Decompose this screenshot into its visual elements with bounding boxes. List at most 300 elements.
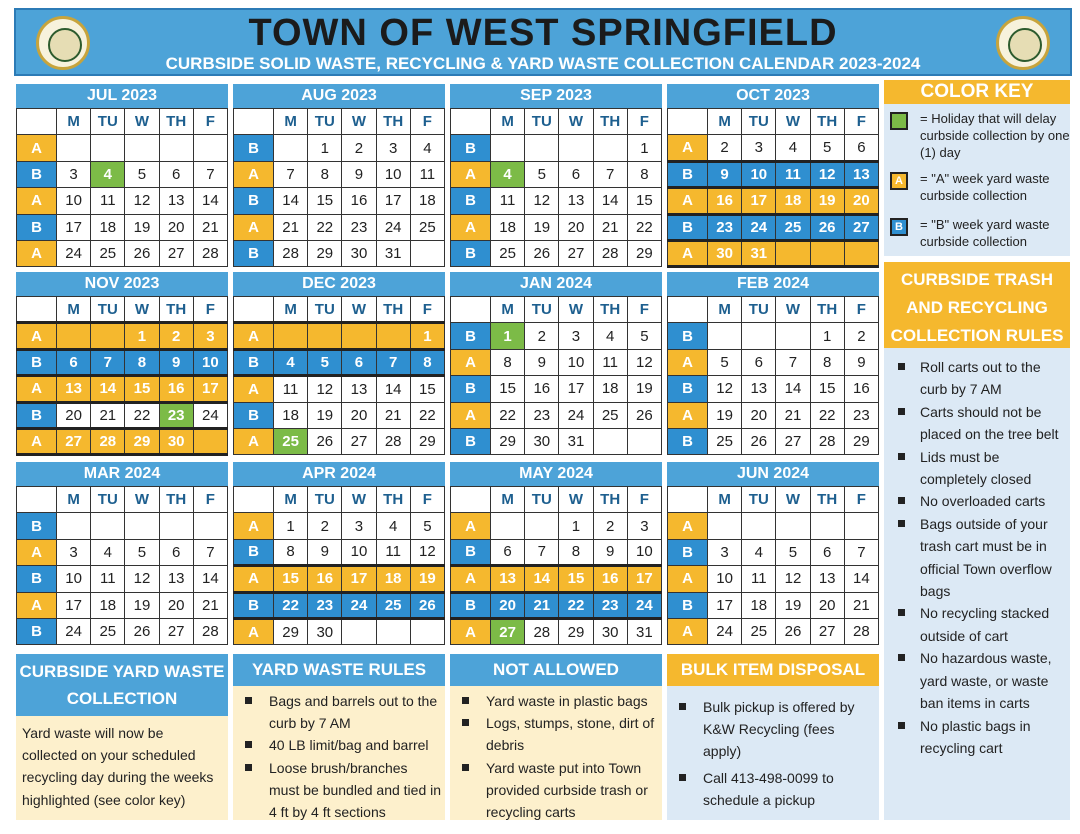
day-cell: 7 bbox=[593, 161, 627, 187]
day-cell: 28 bbox=[193, 240, 227, 266]
weekday-header-row bbox=[17, 487, 228, 513]
day-cell: 23 bbox=[342, 214, 376, 240]
week-row bbox=[668, 188, 879, 214]
week-label: B bbox=[234, 402, 274, 428]
day-cell: 13 bbox=[159, 566, 193, 592]
day-cell: 5 bbox=[410, 513, 444, 539]
month-calendar bbox=[16, 84, 228, 264]
day-cell: 25 bbox=[776, 214, 810, 240]
day-cell: 25 bbox=[491, 240, 525, 266]
day-cell: 15 bbox=[125, 376, 159, 402]
day-cell bbox=[708, 323, 742, 349]
bullet-icon bbox=[462, 764, 469, 771]
day-cell: 19 bbox=[125, 214, 159, 240]
day-cell: 23 bbox=[308, 592, 342, 618]
day-cell: 25 bbox=[708, 428, 742, 454]
day-cell: 16 bbox=[525, 376, 559, 402]
weekday-header: W bbox=[342, 487, 376, 513]
weekday-header-row bbox=[234, 487, 445, 513]
week-row bbox=[451, 135, 662, 161]
day-cell: 13 bbox=[810, 566, 844, 592]
day-cell: 2 bbox=[342, 135, 376, 161]
week-row bbox=[451, 566, 662, 592]
day-cell: 15 bbox=[559, 566, 593, 592]
day-cell: 27 bbox=[776, 428, 810, 454]
week-label: B bbox=[668, 161, 708, 187]
day-cell: 12 bbox=[708, 376, 742, 402]
week-label: A bbox=[234, 161, 274, 187]
week-row bbox=[234, 214, 445, 240]
corner-cell bbox=[668, 109, 708, 135]
rule-item bbox=[892, 446, 1066, 491]
weekday-header: TH bbox=[376, 297, 410, 323]
yard-waste-collection-panel bbox=[16, 654, 228, 820]
week-row bbox=[668, 376, 879, 402]
weekday-header: F bbox=[410, 297, 444, 323]
day-cell: 1 bbox=[810, 323, 844, 349]
day-cell: 30 bbox=[308, 618, 342, 644]
week-row bbox=[668, 214, 879, 240]
day-cell: 4 bbox=[776, 135, 810, 161]
day-cell: 31 bbox=[742, 240, 776, 266]
day-cell: 9 bbox=[708, 161, 742, 187]
week-row bbox=[451, 402, 662, 428]
week-label: B bbox=[451, 135, 491, 161]
day-cell bbox=[410, 240, 444, 266]
bullet-icon bbox=[679, 774, 686, 781]
day-cell: 24 bbox=[376, 214, 410, 240]
week-row bbox=[234, 402, 445, 428]
day-cell: 11 bbox=[376, 539, 410, 565]
rule-text: No hazardous waste, yard waste, or waste ban items in carts bbox=[920, 650, 1052, 712]
day-cell: 13 bbox=[559, 188, 593, 214]
week-label: B bbox=[451, 428, 491, 454]
not-allowed-text: Logs, stumps, stone, dirt of debris bbox=[486, 715, 655, 754]
day-cell: 14 bbox=[525, 566, 559, 592]
weekday-header-row bbox=[668, 487, 879, 513]
weekday-header: F bbox=[193, 109, 227, 135]
weekday-header-row bbox=[234, 297, 445, 323]
day-cell: 21 bbox=[776, 402, 810, 428]
day-cell: 19 bbox=[627, 376, 661, 402]
week-label: A bbox=[668, 618, 708, 644]
month-calendar bbox=[667, 462, 879, 642]
bullet-icon bbox=[898, 363, 905, 370]
week-row bbox=[668, 135, 879, 161]
day-cell bbox=[708, 513, 742, 539]
day-cell: 3 bbox=[742, 135, 776, 161]
day-cell bbox=[593, 135, 627, 161]
week-label: A bbox=[234, 618, 274, 644]
week-label: A bbox=[17, 428, 57, 454]
day-cell: 27 bbox=[159, 618, 193, 644]
day-cell: 10 bbox=[708, 566, 742, 592]
collection-rules-list bbox=[884, 348, 1070, 759]
day-cell: 5 bbox=[525, 161, 559, 187]
day-cell bbox=[776, 323, 810, 349]
day-cell: 25 bbox=[91, 618, 125, 644]
day-cell bbox=[559, 135, 593, 161]
weekday-header: W bbox=[125, 487, 159, 513]
week-row bbox=[668, 323, 879, 349]
day-cell: 1 bbox=[308, 135, 342, 161]
day-cell: 16 bbox=[844, 376, 878, 402]
day-cell: 6 bbox=[810, 539, 844, 565]
day-cell: 3 bbox=[57, 161, 91, 187]
week-row bbox=[451, 539, 662, 565]
corner-cell bbox=[668, 487, 708, 513]
day-cell: 14 bbox=[844, 566, 878, 592]
yard-rule-item bbox=[239, 690, 441, 734]
week-row bbox=[17, 402, 228, 428]
day-cell: 25 bbox=[593, 402, 627, 428]
day-cell: 17 bbox=[559, 376, 593, 402]
day-cell: 22 bbox=[810, 402, 844, 428]
not-allowed-panel bbox=[450, 654, 662, 820]
day-cell: 26 bbox=[525, 240, 559, 266]
day-cell: 16 bbox=[159, 376, 193, 402]
week-row bbox=[234, 161, 445, 187]
day-cell: 7 bbox=[844, 539, 878, 565]
rule-item bbox=[892, 647, 1066, 714]
rule-text: Lids must be completely closed bbox=[920, 448, 1032, 488]
week-row bbox=[234, 618, 445, 644]
day-cell bbox=[342, 618, 376, 644]
day-cell: 17 bbox=[376, 188, 410, 214]
month-table bbox=[233, 108, 445, 267]
day-cell: 18 bbox=[742, 592, 776, 618]
rule-item bbox=[892, 490, 1066, 512]
yard-waste-rules-title: YARD WASTE RULES bbox=[233, 654, 445, 686]
day-cell: 28 bbox=[525, 618, 559, 644]
weekday-header-row bbox=[668, 109, 879, 135]
week-row bbox=[451, 349, 662, 375]
weekday-header-row bbox=[668, 297, 879, 323]
day-cell: 2 bbox=[525, 323, 559, 349]
day-cell: 3 bbox=[193, 323, 227, 349]
day-cell: 3 bbox=[342, 513, 376, 539]
day-cell bbox=[376, 323, 410, 349]
day-cell: 4 bbox=[274, 349, 308, 375]
day-cell bbox=[125, 513, 159, 539]
weekday-header: W bbox=[776, 487, 810, 513]
a-week-swatch: A bbox=[890, 172, 908, 190]
week-row bbox=[451, 592, 662, 618]
day-cell: 22 bbox=[559, 592, 593, 618]
week-label: B bbox=[234, 135, 274, 161]
day-cell: 14 bbox=[91, 376, 125, 402]
day-cell: 21 bbox=[193, 592, 227, 618]
weekday-header: M bbox=[274, 487, 308, 513]
month-table bbox=[450, 486, 662, 645]
weekday-header: F bbox=[627, 487, 661, 513]
day-cell: 14 bbox=[776, 376, 810, 402]
day-cell bbox=[810, 240, 844, 266]
month-name: MAR 2024 bbox=[16, 462, 228, 486]
week-label: A bbox=[17, 376, 57, 402]
week-label: A bbox=[234, 323, 274, 349]
weekday-header: TU bbox=[525, 487, 559, 513]
day-cell: 18 bbox=[91, 214, 125, 240]
week-row bbox=[668, 161, 879, 187]
day-cell: 10 bbox=[57, 188, 91, 214]
color-key-holiday-text: = Holiday that will delay curbside collection by one (1) day bbox=[920, 111, 1070, 160]
bullet-icon bbox=[245, 741, 252, 748]
week-row bbox=[451, 513, 662, 539]
day-cell: 9 bbox=[525, 349, 559, 375]
day-cell: 12 bbox=[776, 566, 810, 592]
day-cell: 12 bbox=[410, 539, 444, 565]
day-cell: 6 bbox=[159, 539, 193, 565]
day-cell: 5 bbox=[125, 539, 159, 565]
day-cell: 4 bbox=[376, 513, 410, 539]
day-cell: 11 bbox=[91, 566, 125, 592]
week-label: A bbox=[668, 135, 708, 161]
day-cell: 7 bbox=[91, 349, 125, 375]
week-label: A bbox=[234, 513, 274, 539]
weekday-header: TH bbox=[593, 297, 627, 323]
month-calendar bbox=[233, 84, 445, 264]
day-cell: 28 bbox=[593, 240, 627, 266]
month-calendar bbox=[667, 84, 879, 264]
day-cell bbox=[57, 513, 91, 539]
day-cell: 17 bbox=[57, 592, 91, 618]
day-cell: 7 bbox=[274, 161, 308, 187]
day-cell: 7 bbox=[193, 161, 227, 187]
weekday-header-row bbox=[451, 109, 662, 135]
month-calendar bbox=[450, 84, 662, 264]
day-cell: 24 bbox=[57, 618, 91, 644]
day-cell: 24 bbox=[193, 402, 227, 428]
week-label: A bbox=[668, 188, 708, 214]
week-label: A bbox=[234, 428, 274, 454]
week-row bbox=[17, 240, 228, 266]
week-row bbox=[234, 592, 445, 618]
weekday-header: F bbox=[844, 109, 878, 135]
not-allowed-item bbox=[456, 712, 658, 756]
bullet-icon bbox=[898, 609, 905, 616]
weekday-header-row bbox=[17, 109, 228, 135]
day-cell: 18 bbox=[376, 566, 410, 592]
week-row bbox=[451, 428, 662, 454]
week-label: B bbox=[234, 349, 274, 375]
week-label: B bbox=[668, 539, 708, 565]
week-row bbox=[451, 376, 662, 402]
day-cell: 11 bbox=[274, 376, 308, 402]
bulk-item-text: Call 413-498-0099 to schedule a pickup bbox=[703, 769, 834, 808]
day-cell bbox=[410, 618, 444, 644]
day-cell: 20 bbox=[742, 402, 776, 428]
b-week-swatch: B bbox=[890, 218, 908, 236]
week-label: B bbox=[17, 161, 57, 187]
day-cell: 8 bbox=[559, 539, 593, 565]
day-cell: 14 bbox=[274, 188, 308, 214]
day-cell bbox=[274, 323, 308, 349]
page-subtitle: CURBSIDE SOLID WASTE, RECYCLING & YARD WASTE COLLECTION CALENDAR 2023-2024 bbox=[165, 54, 921, 73]
day-cell: 8 bbox=[125, 349, 159, 375]
day-cell: 28 bbox=[193, 618, 227, 644]
month-name: JUN 2024 bbox=[667, 462, 879, 486]
week-row bbox=[234, 240, 445, 266]
collection-rules-panel bbox=[884, 262, 1070, 820]
day-cell: 25 bbox=[91, 240, 125, 266]
day-cell: 22 bbox=[274, 592, 308, 618]
weekday-header: TH bbox=[810, 297, 844, 323]
day-cell: 5 bbox=[627, 323, 661, 349]
yard-rule-text: 40 LB limit/bag and barrel bbox=[269, 737, 429, 754]
month-name: FEB 2024 bbox=[667, 272, 879, 296]
day-cell: 10 bbox=[376, 161, 410, 187]
week-label: A bbox=[451, 402, 491, 428]
day-cell bbox=[193, 428, 227, 454]
weekday-header-row bbox=[451, 487, 662, 513]
weekday-header: TH bbox=[593, 487, 627, 513]
day-cell: 2 bbox=[159, 323, 193, 349]
day-cell: 15 bbox=[627, 188, 661, 214]
weekday-header: F bbox=[193, 297, 227, 323]
day-cell: 2 bbox=[708, 135, 742, 161]
day-cell: 29 bbox=[491, 428, 525, 454]
corner-cell bbox=[17, 297, 57, 323]
corner-cell bbox=[451, 109, 491, 135]
day-cell bbox=[844, 240, 878, 266]
day-cell: 1 bbox=[559, 513, 593, 539]
day-cell: 27 bbox=[491, 618, 525, 644]
not-allowed-list bbox=[450, 686, 662, 823]
week-row bbox=[17, 513, 228, 539]
day-cell: 20 bbox=[159, 214, 193, 240]
day-cell: 17 bbox=[708, 592, 742, 618]
day-cell: 25 bbox=[376, 592, 410, 618]
day-cell: 8 bbox=[410, 349, 444, 375]
weekday-header: TU bbox=[308, 109, 342, 135]
day-cell: 6 bbox=[559, 161, 593, 187]
rule-text: No overloaded carts bbox=[920, 493, 1046, 510]
day-cell bbox=[91, 135, 125, 161]
day-cell: 29 bbox=[410, 428, 444, 454]
week-label: B bbox=[451, 323, 491, 349]
month-calendar bbox=[16, 462, 228, 642]
holiday-swatch bbox=[890, 112, 908, 130]
day-cell: 17 bbox=[193, 376, 227, 402]
day-cell: 30 bbox=[159, 428, 193, 454]
day-cell: 9 bbox=[342, 161, 376, 187]
day-cell: 10 bbox=[57, 566, 91, 592]
day-cell: 8 bbox=[491, 349, 525, 375]
day-cell: 13 bbox=[844, 161, 878, 187]
day-cell bbox=[525, 135, 559, 161]
day-cell: 24 bbox=[627, 592, 661, 618]
day-cell: 12 bbox=[810, 161, 844, 187]
day-cell: 5 bbox=[810, 135, 844, 161]
day-cell: 29 bbox=[274, 618, 308, 644]
weekday-header: TU bbox=[308, 297, 342, 323]
rule-item bbox=[892, 715, 1066, 760]
weekday-header: M bbox=[491, 297, 525, 323]
day-cell: 6 bbox=[491, 539, 525, 565]
day-cell bbox=[742, 323, 776, 349]
month-calendar bbox=[233, 462, 445, 642]
week-row bbox=[668, 618, 879, 644]
week-label: B bbox=[451, 240, 491, 266]
day-cell bbox=[57, 135, 91, 161]
yard-waste-rules-panel bbox=[233, 654, 445, 820]
weekday-header: TU bbox=[91, 297, 125, 323]
month-table bbox=[16, 486, 228, 645]
week-row bbox=[17, 376, 228, 402]
week-row bbox=[668, 240, 879, 266]
day-cell: 20 bbox=[57, 402, 91, 428]
day-cell: 26 bbox=[308, 428, 342, 454]
month-calendar bbox=[233, 272, 445, 452]
day-cell: 23 bbox=[844, 402, 878, 428]
day-cell: 28 bbox=[91, 428, 125, 454]
day-cell: 15 bbox=[308, 188, 342, 214]
day-cell: 10 bbox=[627, 539, 661, 565]
rule-item bbox=[892, 356, 1066, 401]
week-row bbox=[234, 539, 445, 565]
month-table bbox=[450, 108, 662, 267]
week-row bbox=[17, 566, 228, 592]
weekday-header: F bbox=[193, 487, 227, 513]
month-name: SEP 2023 bbox=[450, 84, 662, 108]
day-cell: 16 bbox=[708, 188, 742, 214]
day-cell: 27 bbox=[844, 214, 878, 240]
day-cell: 27 bbox=[559, 240, 593, 266]
day-cell: 9 bbox=[844, 349, 878, 375]
weekday-header: F bbox=[844, 297, 878, 323]
day-cell: 13 bbox=[491, 566, 525, 592]
day-cell: 30 bbox=[525, 428, 559, 454]
day-cell: 14 bbox=[193, 566, 227, 592]
weekday-header: F bbox=[627, 297, 661, 323]
day-cell: 24 bbox=[342, 592, 376, 618]
week-label: A bbox=[668, 240, 708, 266]
rule-text: No recycling stacked outside of cart bbox=[920, 605, 1050, 644]
weekday-header: TU bbox=[91, 487, 125, 513]
day-cell: 7 bbox=[376, 349, 410, 375]
month-name: DEC 2023 bbox=[233, 272, 445, 296]
day-cell: 3 bbox=[376, 135, 410, 161]
day-cell: 1 bbox=[125, 323, 159, 349]
week-row bbox=[234, 376, 445, 402]
day-cell: 3 bbox=[627, 513, 661, 539]
week-label: A bbox=[451, 618, 491, 644]
corner-cell bbox=[668, 297, 708, 323]
week-row bbox=[17, 323, 228, 349]
day-cell: 24 bbox=[708, 618, 742, 644]
week-row bbox=[451, 618, 662, 644]
day-cell: 27 bbox=[57, 428, 91, 454]
day-cell bbox=[627, 428, 661, 454]
day-cell: 7 bbox=[776, 349, 810, 375]
day-cell: 11 bbox=[742, 566, 776, 592]
week-row bbox=[17, 214, 228, 240]
day-cell: 17 bbox=[342, 566, 376, 592]
rule-text: Roll carts out to the curb by 7 AM bbox=[920, 359, 1041, 398]
page-title: TOWN OF WEST SPRINGFIELD bbox=[248, 12, 838, 54]
week-label: A bbox=[234, 214, 274, 240]
not-allowed-item bbox=[456, 690, 658, 712]
day-cell: 23 bbox=[708, 214, 742, 240]
bullet-icon bbox=[245, 764, 252, 771]
day-cell bbox=[342, 323, 376, 349]
weekday-header: TU bbox=[308, 487, 342, 513]
weekday-header: W bbox=[559, 109, 593, 135]
day-cell bbox=[810, 513, 844, 539]
week-label: A bbox=[668, 513, 708, 539]
weekday-header: TU bbox=[742, 487, 776, 513]
